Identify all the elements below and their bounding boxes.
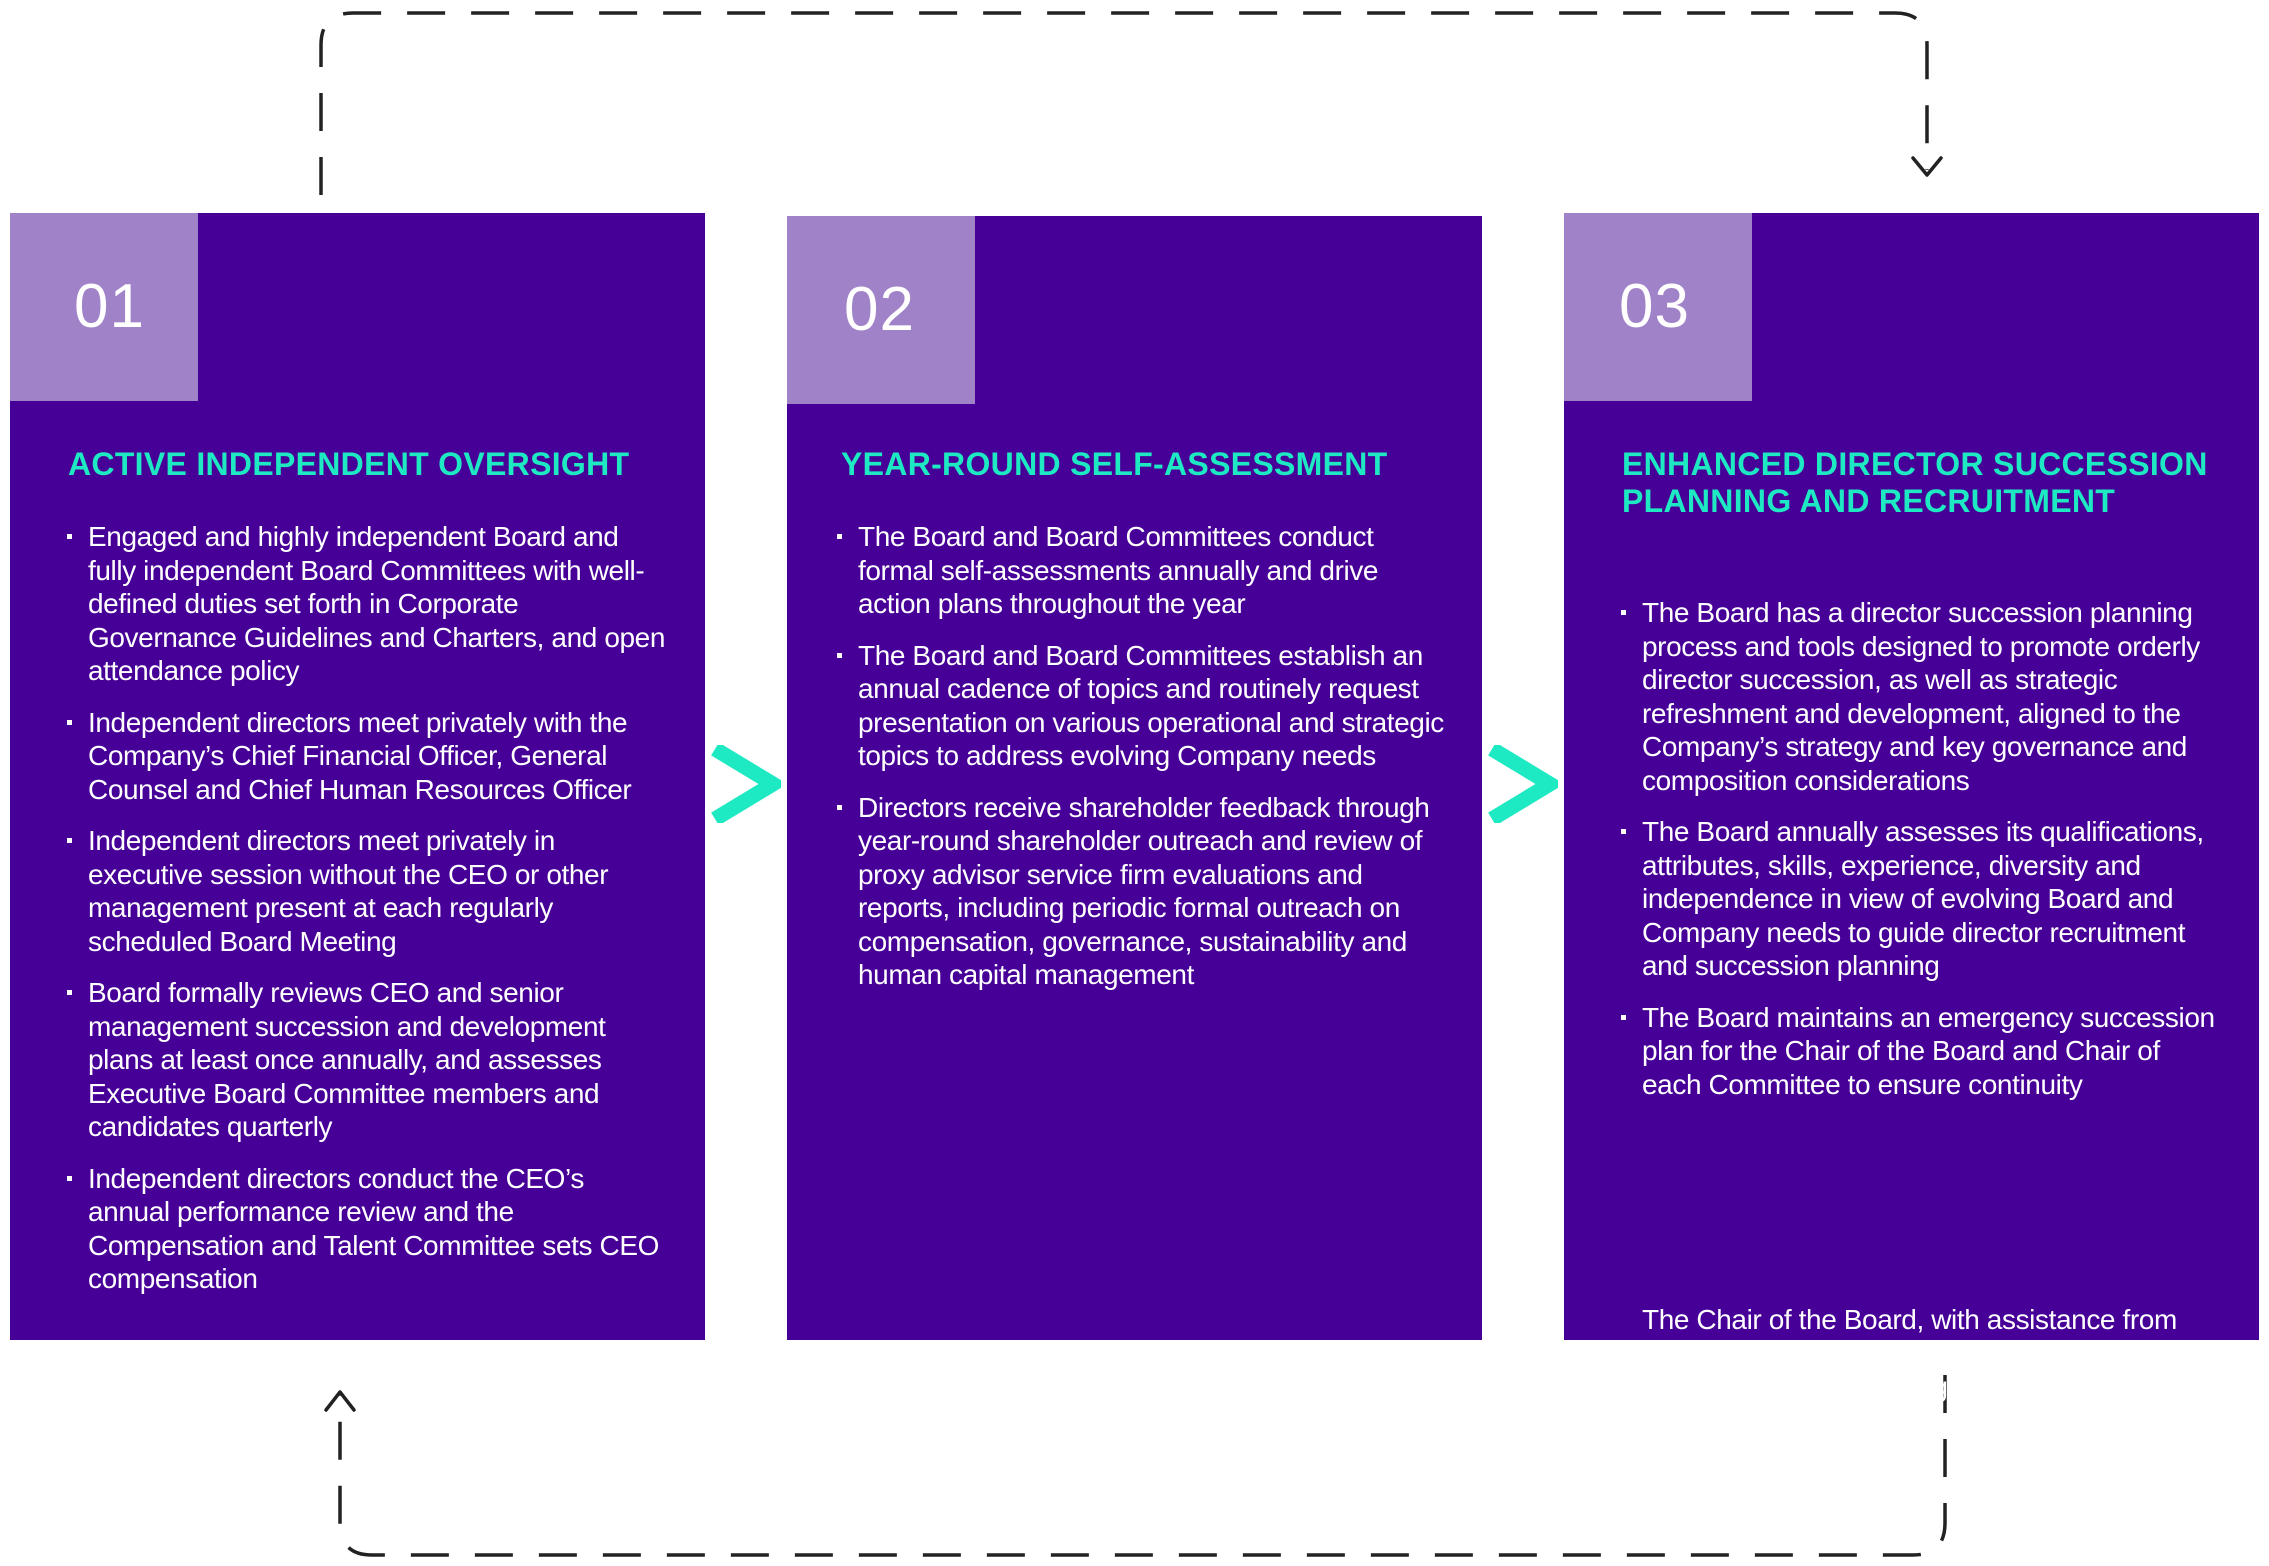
list-item: The Board maintains an emergency succession plan for the Chair of the Board and Chair of each Committee to ensure continuity bbox=[1619, 1001, 2223, 1102]
step-number: 01 bbox=[10, 213, 198, 401]
step-bullet-list bbox=[65, 520, 669, 1314]
arrow-down-icon bbox=[1913, 158, 1941, 175]
list-item: Directors receive shareholder feedback through year-round shareholder outreach and review of proxy advisor service firm evaluations and reports, including periodic formal outreach on compensation, governance, sustainability and human capital management bbox=[835, 791, 1446, 992]
list-item: Independent directors meet privately with the Company’s Chief Financial Officer, General Counsel and Chief Human Resources Officer bbox=[65, 706, 669, 807]
step-card-2 bbox=[787, 216, 1482, 1340]
step-number: 02 bbox=[787, 216, 975, 404]
step-title: ACTIVE INDEPENDENT OVERSIGHT bbox=[68, 446, 630, 482]
list-item: Independent directors conduct the CEO’s annual performance review and the Compensation and Talent Committee sets CEO compensation bbox=[65, 1162, 669, 1296]
step-bullet-list bbox=[835, 520, 1446, 1010]
list-item: Engaged and highly independent Board and fully independent Board Committees with well-defined duties set forth in Corporate Governance Guidelines and Charters, and open attendance policy bbox=[65, 520, 669, 688]
step-number: 03 bbox=[1564, 213, 1752, 401]
step-title: YEAR-ROUND SELF-ASSESSMENT bbox=[841, 446, 1388, 482]
list-item: Independent directors meet privately in executive session without the CEO or other management present at each regularly scheduled Board Meeting bbox=[65, 824, 669, 958]
arrow-up-icon bbox=[326, 1392, 354, 1410]
list-item: The Board annually assesses its qualifications, attributes, skills, experience, diversity and independence in view of evolving Board and Company needs to guide director recruitment and succession planning bbox=[1619, 815, 2223, 983]
step-title: ENHANCED DIRECTOR SUCCESSION PLANNING AND RECRUITMENT bbox=[1622, 446, 2208, 519]
step-card-1 bbox=[10, 213, 705, 1340]
onboarding-note: The Chair of the Board, with assistance from other directors, and senior management lead and effective on-boarding process of new directors bbox=[1642, 1304, 2183, 1436]
chevron-right-icon bbox=[1488, 745, 1558, 823]
list-item: The Board and Board Committees establish an annual cadence of topics and routinely request presentation on various operational and strategic topics to address evolving Company needs bbox=[835, 639, 1446, 773]
list-item: The Board has a director succession planning process and tools designed to promote orderly director succession, as well as strategic refreshment and development, aligned to the Company’s strategy and key governance and composition considerations bbox=[1619, 596, 2223, 797]
list-item: The Board and Board Committees conduct formal self-assessments annually and drive action plans throughout the year bbox=[835, 520, 1446, 621]
list-item: Board formally reviews CEO and senior management succession and development plans at least once annually, and assesses Executive Board Committee members and candidates quarterly bbox=[65, 976, 669, 1144]
top-dashed-loop bbox=[321, 13, 1927, 195]
chevron-right-icon bbox=[711, 745, 781, 823]
step-bullet-list bbox=[1619, 596, 2223, 1119]
step-card-3 bbox=[1564, 213, 2259, 1436]
